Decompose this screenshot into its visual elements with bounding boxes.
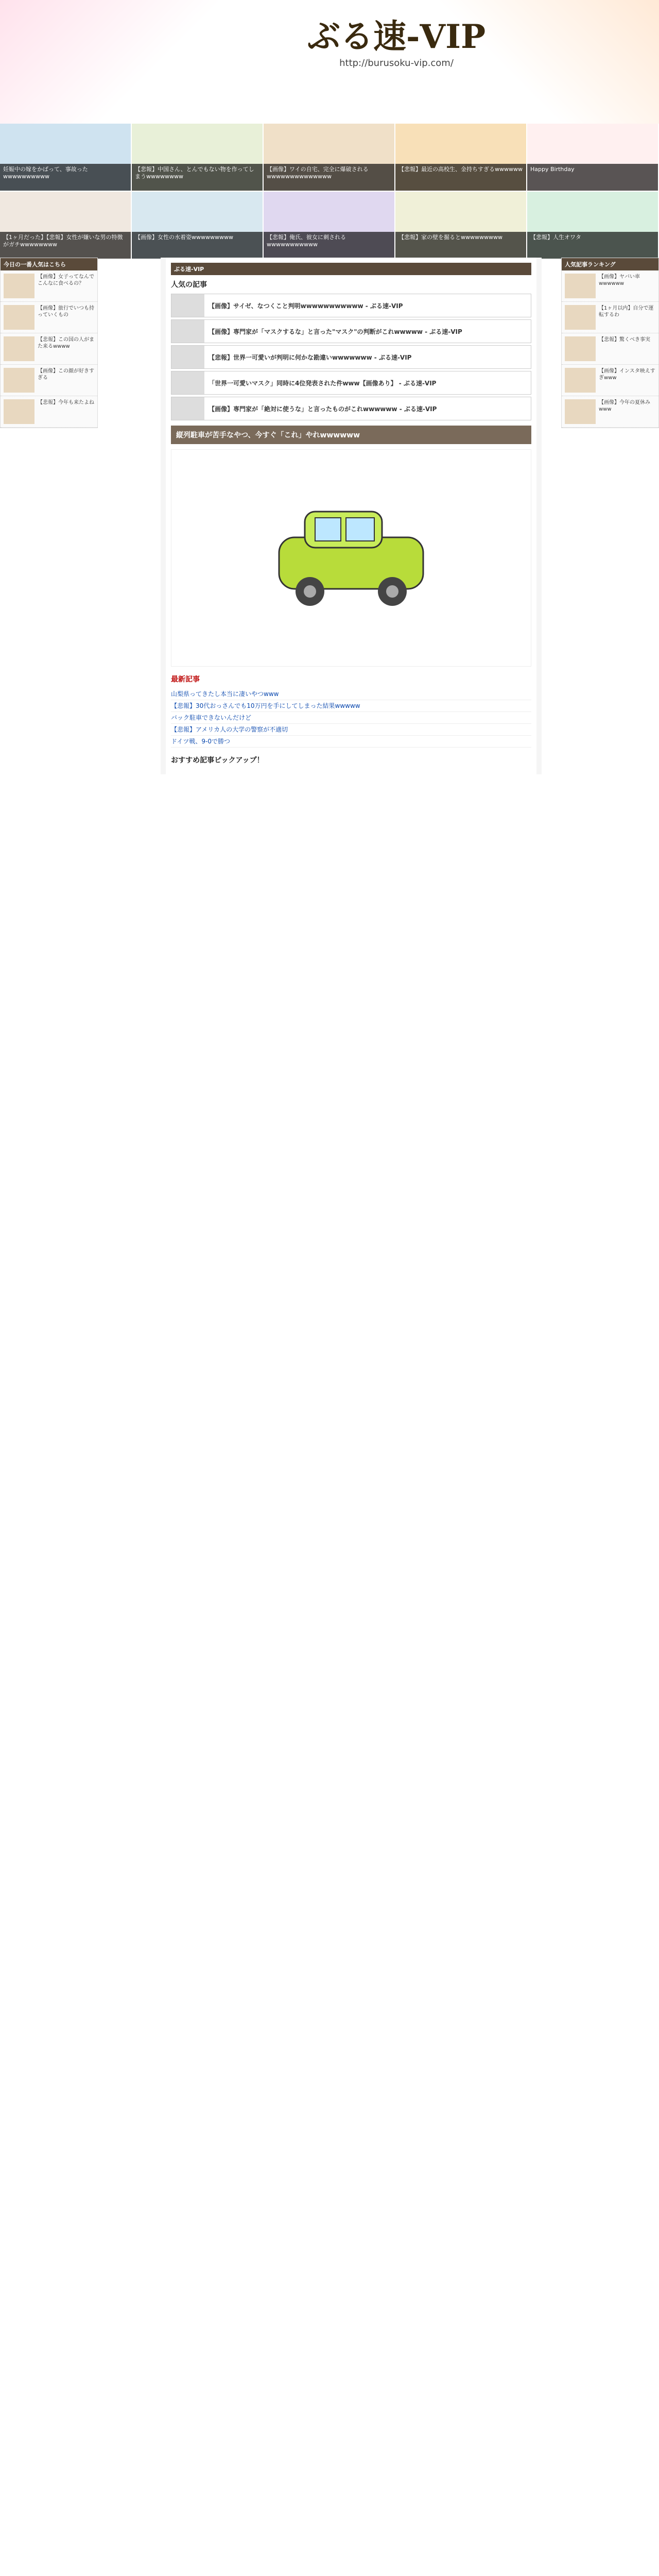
feature-article-title[interactable]: 縦列駐車が苦手なやつ、今すぐ「これ」やれwwwwww xyxy=(171,426,531,444)
article-link[interactable]: 【悲報】30代おっさんでも10万円を手にしてしまった結果wwwww xyxy=(171,700,531,712)
list-item[interactable]: 【画像】インスタ映えすぎwww xyxy=(562,365,658,396)
site-logo[interactable] xyxy=(268,5,525,108)
list-item[interactable]: 【画像】ヤバい車wwwwww xyxy=(562,270,658,302)
left-widget xyxy=(0,258,98,428)
pickup-title: おすすめ記事ピックアップ！ xyxy=(171,756,264,765)
rank-thumbnail xyxy=(171,320,204,343)
item-thumbnail xyxy=(565,336,596,361)
thumb-card[interactable]: 【悲報】中国さん、とんでもない物を作ってしまうwwwwwwww xyxy=(132,124,264,191)
thumb-card[interactable]: 妊娠中の嫁をかばって、事故ったwwwwwwwwww xyxy=(0,124,132,191)
site-header xyxy=(0,0,659,124)
right-widget xyxy=(561,258,659,428)
thumb-card[interactable]: 【悲報】家の壁を掘るとwwwwwwwww xyxy=(395,192,527,259)
thumb-row-1 xyxy=(0,124,659,191)
thumb-card[interactable]: 【画像】ワイの自宅、完全に爆破されるwwwwwwwwwwwwww xyxy=(264,124,395,191)
rank-thumbnail xyxy=(171,346,204,368)
rank-row[interactable]: 「世界一可愛いマスク」同時に4位発表された件www【画像あり】 - ぶる速-VIP xyxy=(171,371,531,395)
news-header: ぶる速-VIP xyxy=(171,263,531,275)
rank-thumbnail xyxy=(171,371,204,394)
article-link[interactable]: 【悲報】アメリカ人の大学の警察が不適切 xyxy=(171,724,531,736)
item-thumbnail xyxy=(4,336,34,361)
main-content xyxy=(166,258,536,774)
rank-row[interactable]: 【悲報】世界一可愛いが判明に何かな勘違いwwwwwww - ぶる速-VIP xyxy=(171,345,531,369)
car-illustration xyxy=(258,491,444,625)
list-item[interactable]: 【悲報】この国の人がまた来るwwww xyxy=(1,333,97,365)
thumb-card[interactable]: 【画像】女性の水着姿wwwwwwwww xyxy=(132,192,264,259)
item-thumbnail xyxy=(4,368,34,393)
thumb-card[interactable]: 【悲報】人生オワタ xyxy=(527,192,659,259)
thumb-row-2 xyxy=(0,192,659,259)
left-widget-heading: 今日の一番人気はこちら xyxy=(1,258,97,270)
article-link[interactable]: バック駐車できないんだけど xyxy=(171,712,531,724)
article-link[interactable]: ドイツ戦、9-0で勝つ xyxy=(171,736,531,748)
thumb-card[interactable]: 【1ヶ月だった】【悲報】女性が嫌いな男の特徴がガチwwwwwwww xyxy=(0,192,132,259)
item-thumbnail xyxy=(4,305,34,330)
site-url: http://burusoku-vip.com/ xyxy=(339,58,454,69)
rank-row[interactable]: 【画像】専門家が「マスクするな」と言った"マスク"の判断がこれwwwww - ぶる速-VIP xyxy=(171,319,531,343)
rank-row[interactable]: 【画像】サイゼ、なつくこと判明wwwwwwwwwww - ぶる速-VIP xyxy=(171,294,531,317)
rank-thumbnail xyxy=(171,294,204,317)
item-thumbnail xyxy=(565,368,596,393)
thumb-card[interactable]: 【悲報】俺氏、彼女に刺されるwwwwwwwwwww xyxy=(264,192,395,259)
list-item[interactable]: 【悲報】今年も来たよね xyxy=(1,396,97,428)
list-item[interactable]: 【画像】この顔が好きすぎる xyxy=(1,365,97,396)
rank-thumbnail xyxy=(171,397,204,420)
site-title: ぶる速-VIP xyxy=(307,18,486,56)
list-item[interactable]: 【画像】女子ってなんでこんなに食べるの？ xyxy=(1,270,97,302)
list-item[interactable]: 【悲報】驚くべき事実 xyxy=(562,333,658,365)
article-link[interactable]: 山梨県ってきたし本当に凄いやつwww xyxy=(171,688,531,700)
list-item[interactable]: 【画像】旅行でいつも持っていくもの xyxy=(1,302,97,333)
rank-title: 人気の記事 xyxy=(171,281,207,289)
list-item[interactable]: 【画像】今年の夏休みwww xyxy=(562,396,658,428)
thumb-card[interactable]: 【悲報】最近の高校生、金持ちすぎるwwwwww xyxy=(395,124,527,191)
header-art-left xyxy=(0,0,247,124)
rank-row[interactable]: 【画像】専門家が「絶対に使うな」と言ったものがこれwwwwww - ぶる速-VIP xyxy=(171,397,531,420)
item-thumbnail xyxy=(565,305,596,330)
right-sidebar xyxy=(561,258,659,433)
main-column xyxy=(161,258,542,774)
item-thumbnail xyxy=(565,274,596,298)
item-thumbnail xyxy=(4,274,34,298)
right-widget-heading: 人気記事ランキング xyxy=(562,258,658,270)
item-thumbnail xyxy=(565,399,596,424)
thumb-card[interactable]: Happy Birthday xyxy=(527,124,659,191)
list-item[interactable]: 【1ヶ月以内】自分で運転するわ xyxy=(562,302,658,333)
item-thumbnail xyxy=(4,399,34,424)
left-sidebar xyxy=(0,258,98,433)
feature-image xyxy=(171,449,531,667)
latest-title: 最新記事 xyxy=(171,675,200,684)
